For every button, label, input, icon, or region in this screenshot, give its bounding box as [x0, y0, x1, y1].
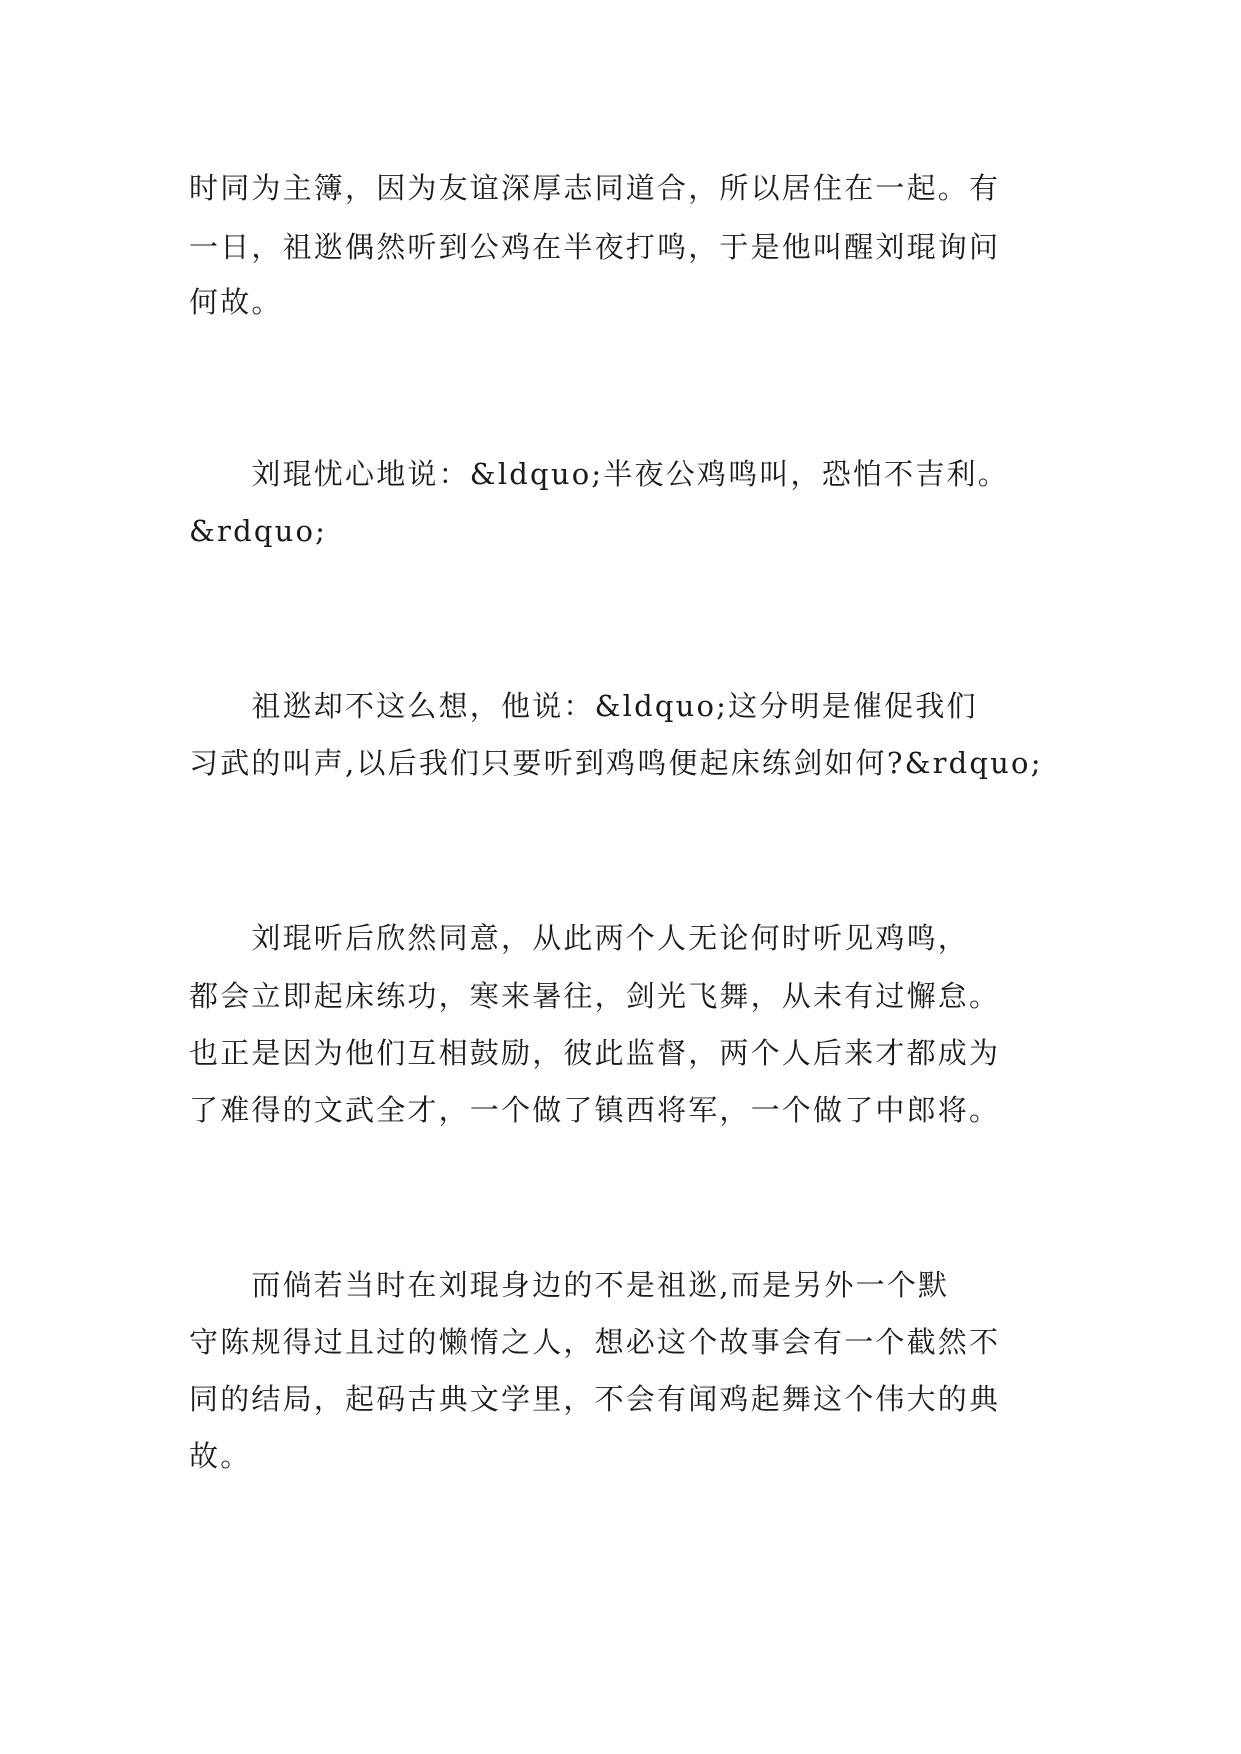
paragraph-line: 同的结局，起码古典文学里，不会有闻鸡起舞这个伟大的典 — [189, 1382, 1001, 1416]
paragraph-line: 守陈规得过且过的懒惰之人，想必这个故事会有一个截然不 — [189, 1325, 1001, 1359]
paragraph-line: 故。 — [189, 1439, 252, 1473]
paragraph-line: 刘琨忧心地说：&ldquo;半夜公鸡鸣叫，恐怕不吉利。 — [189, 457, 1009, 491]
paragraph-line: 而倘若当时在刘琨身边的不是祖逖,而是另外一个默 — [189, 1268, 950, 1302]
paragraph-line: 时同为主簿，因为友谊深厚志同道合，所以居住在一起。有 — [189, 171, 1001, 205]
paragraph-line: 何故。 — [189, 285, 283, 319]
paragraph-line: 了难得的文武全才，一个做了镇西将军，一个做了中郎将。 — [189, 1093, 1001, 1127]
paragraph-line: 都会立即起床练功，寒来暑往，剑光飞舞，从未有过懈怠。 — [189, 979, 1001, 1013]
paragraph-line: 也正是因为他们互相鼓励，彼此监督，两个人后来才都成为 — [189, 1036, 1001, 1070]
paragraph-line: 祖逖却不这么想，他说：&ldquo;这分明是催促我们 — [189, 689, 978, 723]
paragraph-line: 一日，祖逖偶然听到公鸡在半夜打鸣，于是他叫醒刘琨询问 — [189, 230, 1001, 264]
paragraph-line: 刘琨听后欣然同意，从此两个人无论何时听见鸡鸣， — [189, 921, 970, 955]
paragraph-line: &rdquo; — [189, 514, 328, 548]
paragraph-line: 习武的叫声,以后我们只要听到鸡鸣便起床练剑如何?&rdquo; — [189, 746, 1043, 780]
